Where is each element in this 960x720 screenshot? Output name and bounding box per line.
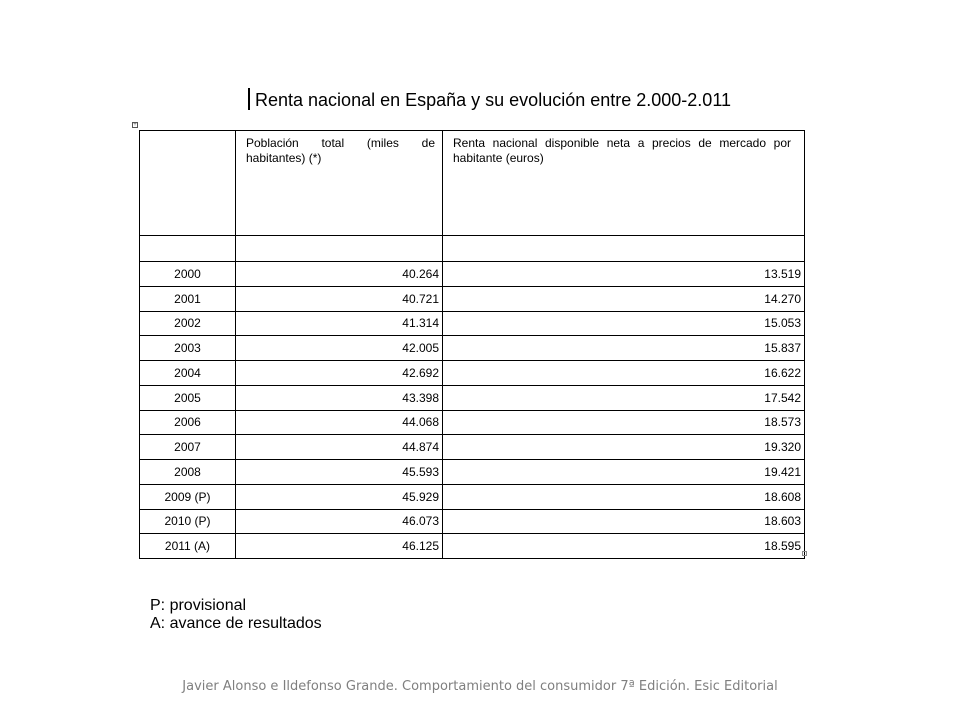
table-row — [140, 262, 805, 287]
population-cell: 42.005 — [236, 336, 443, 361]
population-cell: 46.073 — [236, 509, 443, 534]
year-cell: 2006 — [140, 410, 236, 435]
population-cell: 46.125 — [236, 534, 443, 559]
income-table — [139, 130, 805, 559]
year-cell: 2010 (P) — [140, 509, 236, 534]
text-cursor — [248, 88, 250, 110]
population-cell: 45.929 — [236, 484, 443, 509]
empty-cell — [140, 236, 236, 262]
table-row — [140, 385, 805, 410]
population-cell: 41.314 — [236, 311, 443, 336]
income-cell: 18.603 — [443, 509, 805, 534]
notes — [150, 597, 322, 633]
income-cell: 15.053 — [443, 311, 805, 336]
table-row — [140, 336, 805, 361]
population-cell: 40.264 — [236, 262, 443, 287]
income-cell: 18.573 — [443, 410, 805, 435]
table-row — [140, 286, 805, 311]
table-row — [140, 460, 805, 485]
income-cell: 16.622 — [443, 361, 805, 386]
year-cell: 2003 — [140, 336, 236, 361]
year-cell: 2000 — [140, 262, 236, 287]
empty-cell — [443, 236, 805, 262]
population-cell: 42.692 — [236, 361, 443, 386]
year-cell: 2004 — [140, 361, 236, 386]
table-body — [140, 131, 805, 559]
income-cell: 19.320 — [443, 435, 805, 460]
table-row — [140, 534, 805, 559]
note-provisional: P: provisional — [150, 597, 247, 614]
population-cell: 45.593 — [236, 460, 443, 485]
table-row — [140, 361, 805, 386]
table-move-handle-icon[interactable]: + — [133, 122, 137, 128]
year-cell: 2002 — [140, 311, 236, 336]
income-cell: 15.837 — [443, 336, 805, 361]
note-avance: A: avance de resultados — [150, 615, 322, 632]
population-cell: 40.721 — [236, 286, 443, 311]
header-cell-income — [443, 131, 805, 236]
table-spacer-row — [140, 236, 805, 262]
income-cell: 19.421 — [443, 460, 805, 485]
income-cell: 13.519 — [443, 262, 805, 287]
year-cell: 2005 — [140, 385, 236, 410]
table-row — [140, 311, 805, 336]
income-cell: 17.542 — [443, 385, 805, 410]
table-row — [140, 484, 805, 509]
header-cell-population — [236, 131, 443, 236]
header-population-label: Población total (miles de habitantes) (*) — [246, 136, 435, 165]
year-cell: 2009 (P) — [140, 484, 236, 509]
page-title: Renta nacional en España y su evolución entre 2.000-2.011 — [255, 90, 731, 110]
header-cell-year — [140, 131, 236, 236]
income-cell: 14.270 — [443, 286, 805, 311]
population-cell: 44.068 — [236, 410, 443, 435]
table-resize-handle[interactable] — [802, 551, 807, 556]
empty-cell — [236, 236, 443, 262]
table-row — [140, 509, 805, 534]
population-cell: 43.398 — [236, 385, 443, 410]
year-cell: 2008 — [140, 460, 236, 485]
income-cell: 18.608 — [443, 484, 805, 509]
income-cell: 18.595 — [443, 534, 805, 559]
year-cell: 2007 — [140, 435, 236, 460]
header-income-label: Renta nacional disponible neta a precios de mercado por habitante (euros) — [453, 136, 791, 165]
population-cell: 44.874 — [236, 435, 443, 460]
table-header-row — [140, 131, 805, 236]
table-row — [140, 410, 805, 435]
footer-citation: Javier Alonso e Ildefonso Grande. Comportamiento del consumidor 7ª Edición. Esic Editorial — [182, 679, 778, 694]
year-cell: 2001 — [140, 286, 236, 311]
year-cell: 2011 (A) — [140, 534, 236, 559]
table-row — [140, 435, 805, 460]
